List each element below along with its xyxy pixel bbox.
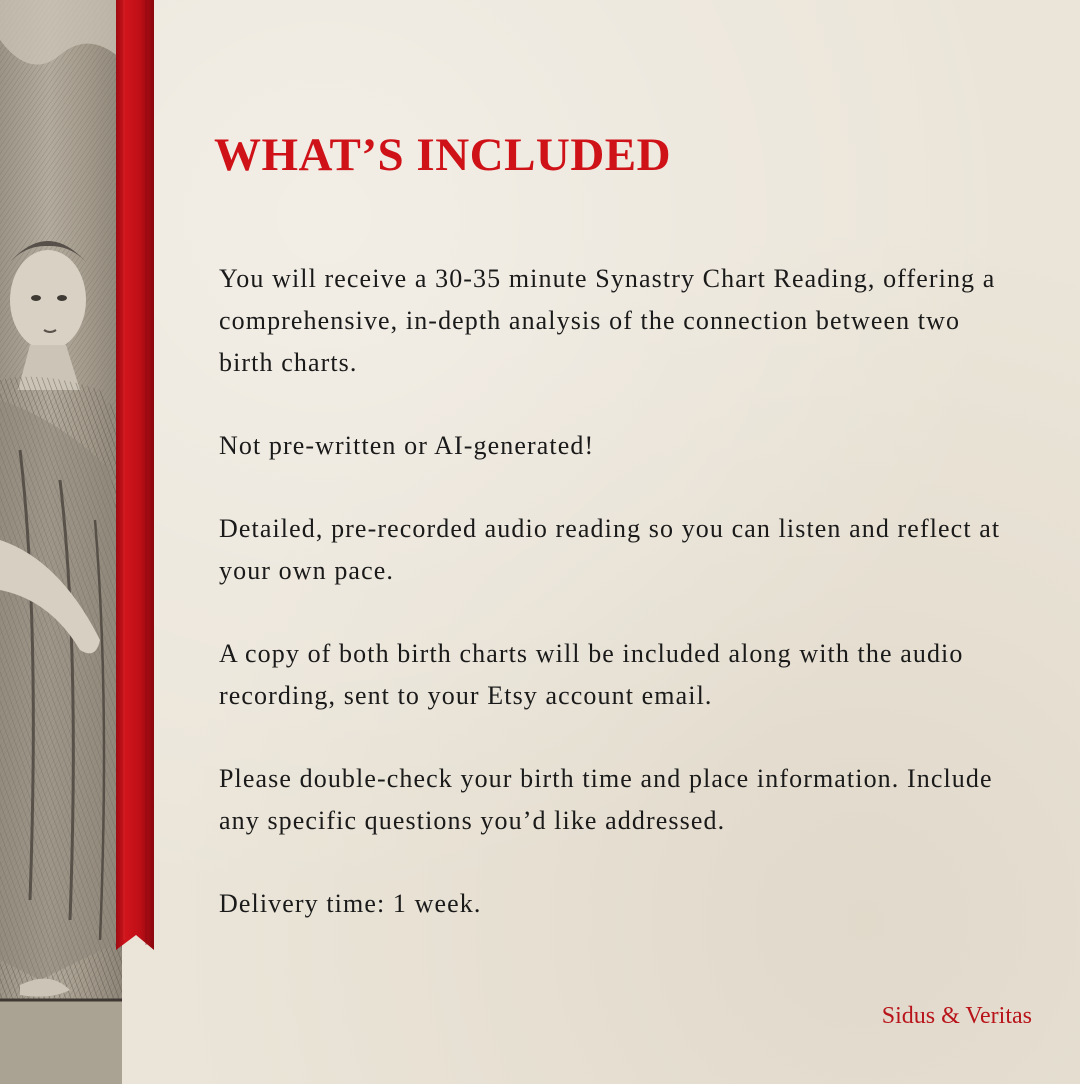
engraving-figure-icon <box>0 0 122 1084</box>
paragraph-birth-charts-copy: A copy of both birth charts will be included along with the audio recording, sent to your Etsy account email. <box>219 639 964 710</box>
paragraph-reading-overview: You will receive a 30-35 minute Synastry Chart Reading, offering a comprehensive, in-depth analysis of the connection between two birth charts. <box>219 264 996 377</box>
page-title: WHAT’S INCLUDED <box>214 129 672 181</box>
description-body <box>219 258 1019 966</box>
paragraph-double-check: Please double-check your birth time and place information. Include any specific questions you’d like addressed. <box>219 764 993 835</box>
brand-signature: Sidus & Veritas <box>881 1003 1032 1029</box>
paragraph-not-ai: Not pre-written or AI-generated! <box>219 431 595 460</box>
paragraph-delivery-time: Delivery time: 1 week. <box>219 889 482 918</box>
red-ribbon-icon <box>116 0 154 1084</box>
classical-engraving-image <box>0 0 122 1084</box>
paragraph-audio-reading: Detailed, pre-recorded audio reading so you can listen and reflect at your own pace. <box>219 514 1001 585</box>
